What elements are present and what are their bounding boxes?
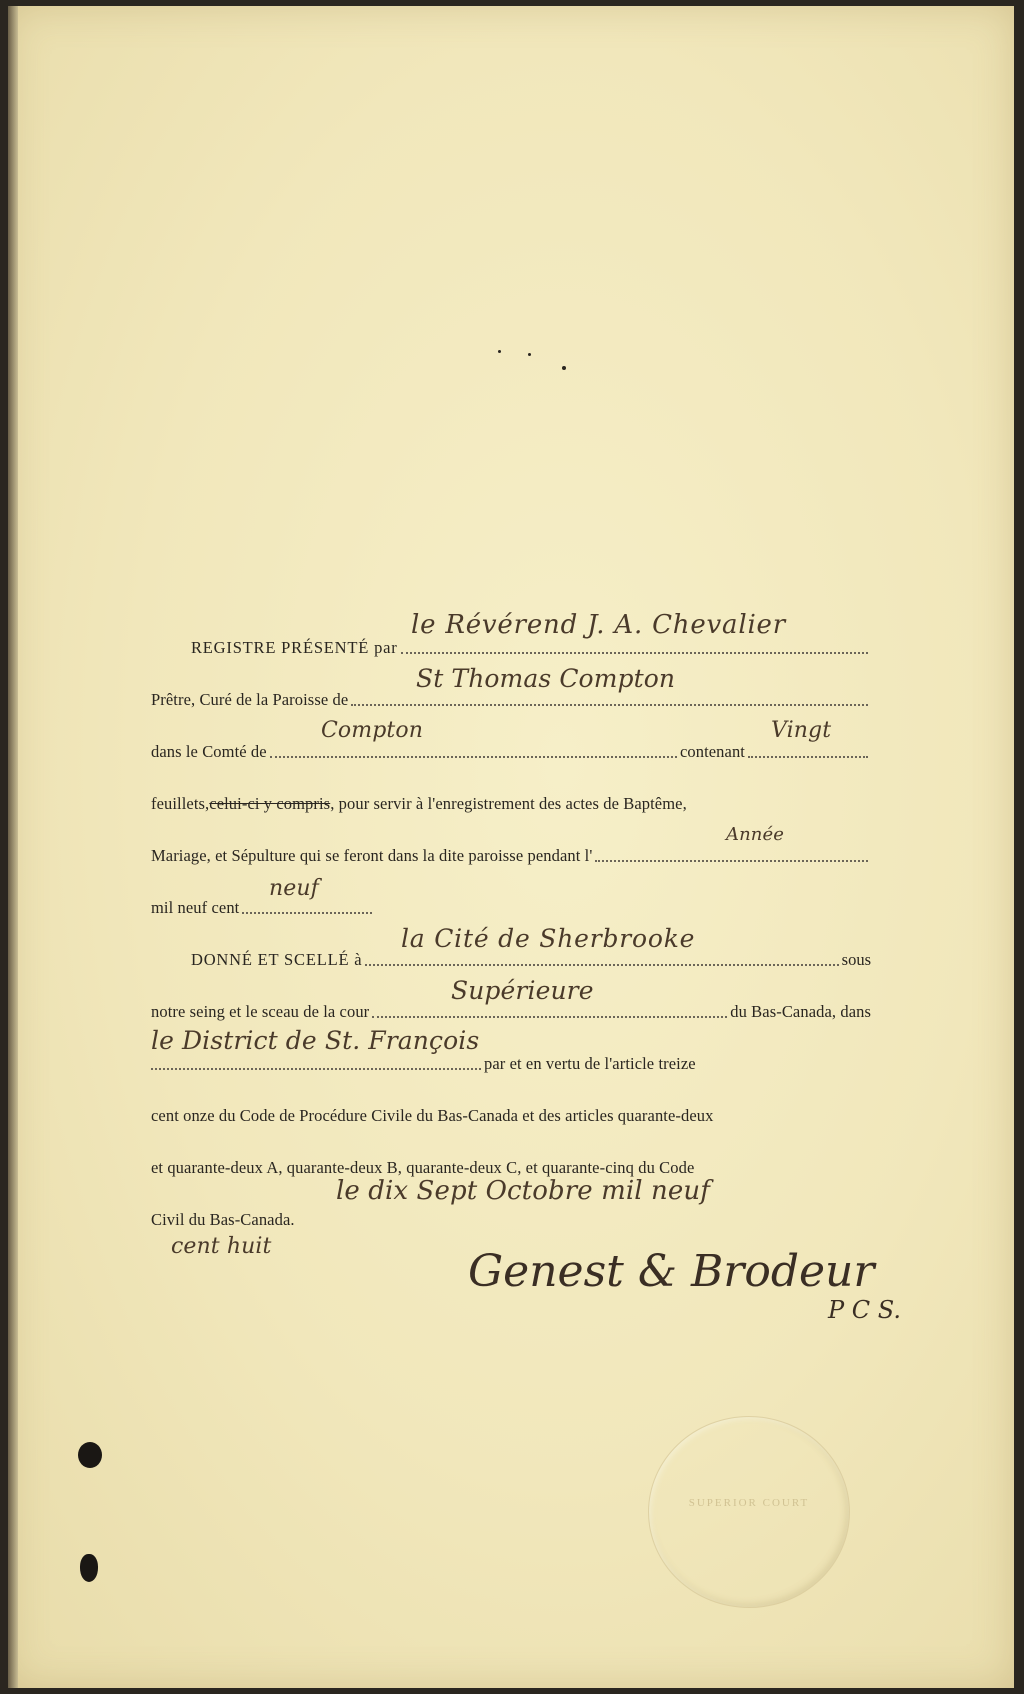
dotted-fill — [748, 756, 868, 758]
dotted-fill — [401, 652, 868, 654]
handwritten-parish: St Thomas Compton — [416, 664, 676, 693]
register-form — [151, 606, 871, 1266]
form-line-2 — [151, 658, 871, 710]
punch-hole — [78, 1442, 102, 1468]
dotted-fill — [372, 1016, 727, 1018]
article-label: par et en vertu de l'article treize — [484, 1054, 696, 1073]
handwritten-city: la Cité de Sherbrooke — [401, 924, 696, 953]
paper-speck — [562, 366, 566, 370]
presented-label: REGISTRE PRÉSENTÉ par — [191, 638, 398, 657]
dotted-fill — [270, 756, 677, 758]
dotted-fill — [151, 1068, 481, 1070]
form-line-1 — [151, 606, 871, 658]
containing-label: contenant — [679, 742, 745, 761]
form-line-8 — [151, 970, 871, 1022]
leaves-text-a: feuillets, — [151, 794, 210, 813]
seal-label: notre seing et le sceau de la cour — [151, 1002, 370, 1021]
handwritten-county: Compton — [321, 718, 423, 743]
dotted-fill — [351, 704, 868, 706]
code-text: cent onze du Code de Procédure Civile du Bas-Canada et des articles quarante-deux — [151, 1106, 714, 1125]
form-line-11 — [151, 1126, 871, 1178]
handwritten-leaf-count: Vingt — [771, 718, 832, 743]
handwritten-date-end: cent huit — [171, 1234, 272, 1259]
punch-hole — [80, 1554, 98, 1582]
dotted-fill — [242, 912, 372, 914]
priest-label: Prêtre, Curé de la Paroisse de — [151, 690, 349, 709]
form-line-12 — [151, 1178, 871, 1230]
form-line-5 — [151, 814, 871, 866]
marriage-label: Mariage, et Sépulture qui se feront dans la dite paroisse pendant l' — [151, 846, 593, 865]
embossed-seal — [648, 1416, 850, 1608]
leaves-text-b: , pour servir à l'enregistrement des actes de Baptême, — [330, 794, 687, 813]
seal-text: SUPERIOR COURT — [688, 1497, 810, 1509]
binding-edge — [8, 6, 18, 1688]
handwritten-year-word: Année — [726, 824, 784, 845]
dotted-fill — [595, 860, 868, 862]
form-line-4 — [151, 762, 871, 814]
struck-text: celui-ci y compris — [209, 794, 331, 813]
signature-name: Genest & Brodeur — [468, 1246, 875, 1297]
handwritten-presenter: le Révérend J. A. Chevalier — [411, 610, 786, 640]
form-line-7 — [151, 918, 871, 970]
form-line-10 — [151, 1074, 871, 1126]
handwritten-court: Supérieure — [451, 976, 594, 1005]
county-label: dans le Comté de — [151, 742, 267, 761]
lower-canada-label: du Bas-Canada, dans — [730, 1002, 871, 1021]
form-line-3 — [151, 710, 871, 762]
paper-speck — [528, 353, 531, 356]
paper-speck — [498, 350, 501, 353]
under-label: sous — [841, 950, 871, 969]
form-line-9 — [151, 1022, 871, 1074]
form-line-6 — [151, 866, 871, 918]
dotted-fill — [365, 964, 838, 966]
articles-text: et quarante-deux A, quarante-deux B, quarante-deux C, et quarante-cinq du Code — [151, 1158, 695, 1177]
handwritten-district: le District de St. François — [151, 1026, 480, 1055]
civil-code-label: Civil du Bas-Canada. — [151, 1210, 295, 1229]
signature-title: P C S. — [828, 1296, 901, 1324]
handwritten-year: neuf — [269, 876, 319, 901]
given-sealed-label: DONNÉ ET SCELLÉ à — [191, 950, 363, 969]
thousand-label: mil neuf cent — [151, 898, 240, 917]
handwritten-date: le dix Sept Octobre mil neuf — [336, 1176, 710, 1206]
register-page — [8, 6, 1014, 1688]
